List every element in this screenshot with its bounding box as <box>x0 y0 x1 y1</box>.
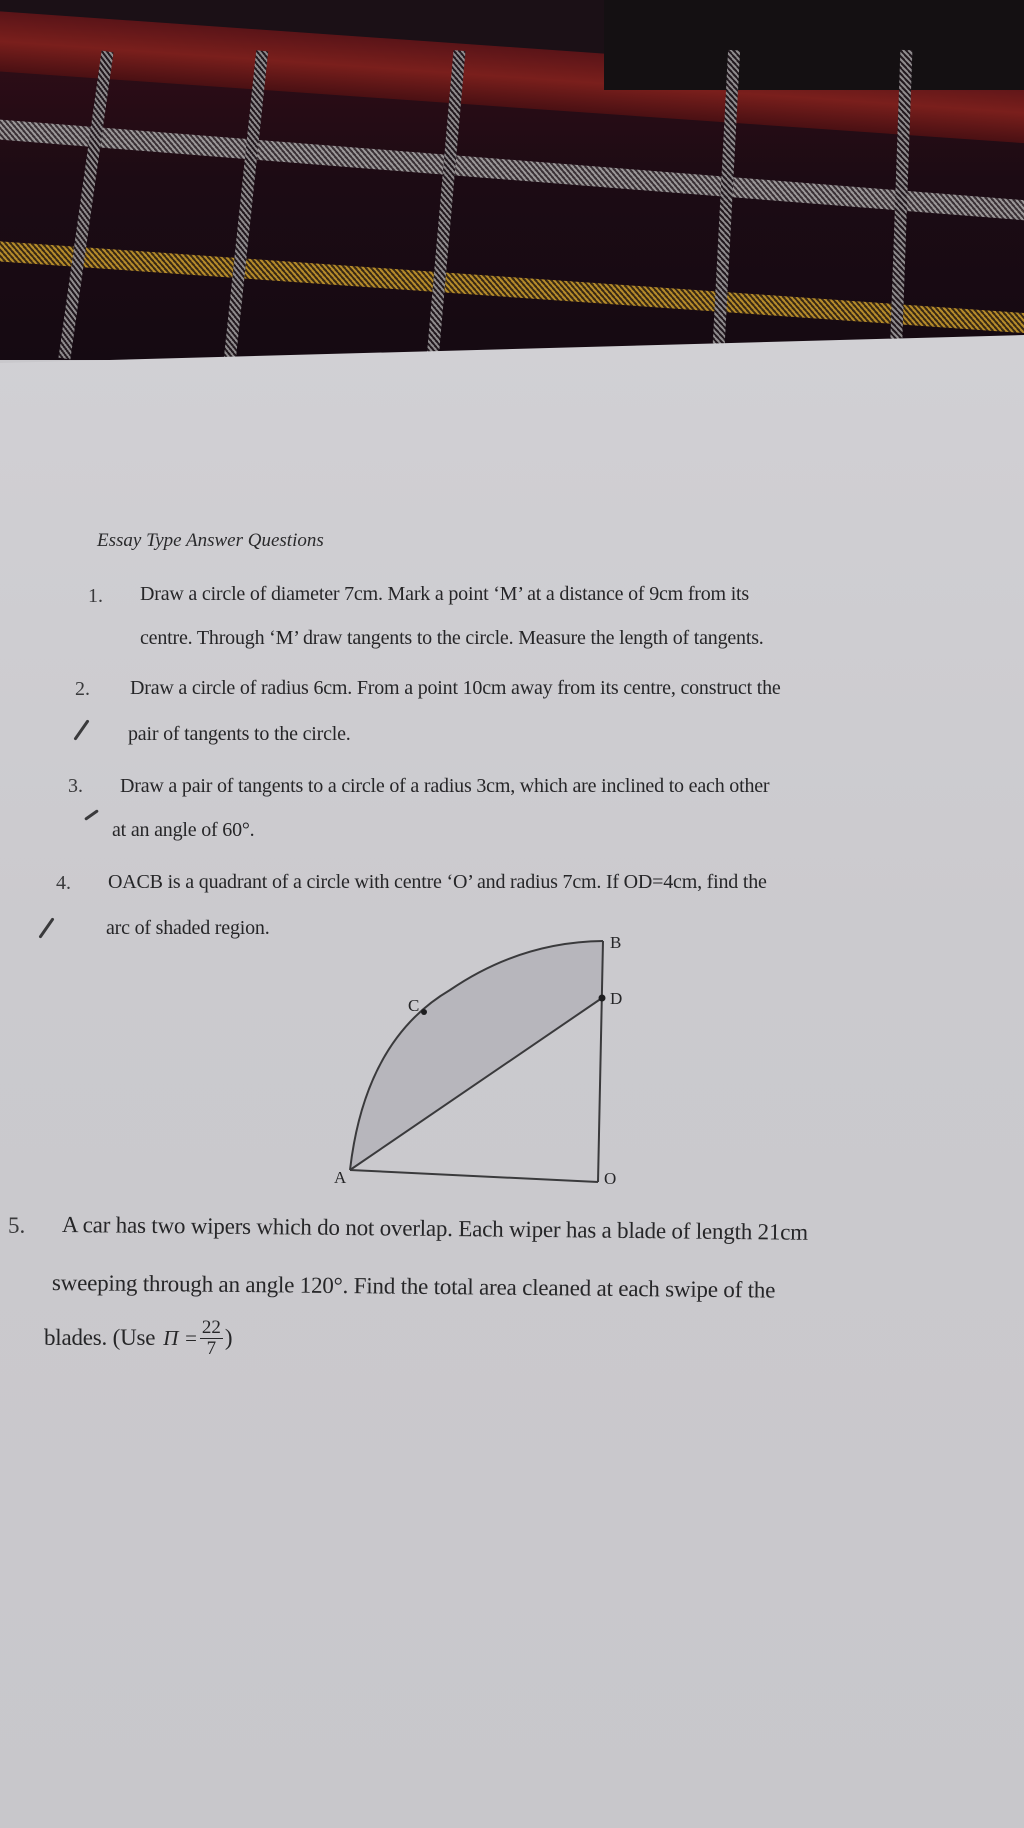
question-text-line: at an angle of 60°. <box>112 819 255 841</box>
fraction <box>200 1318 223 1359</box>
formula-line <box>44 1318 233 1359</box>
question-number: 5. <box>8 1213 26 1238</box>
question-number: 3. <box>68 775 83 797</box>
question-text-line: Draw a pair of tangents to a circle of a radius 3cm, which are inclined to each other <box>120 775 770 797</box>
label-b: B <box>610 933 622 952</box>
question-text-line: sweeping through an angle 120°. Find the total area cleaned at each swipe of the <box>51 1270 776 1303</box>
point-d <box>599 995 606 1002</box>
label-o: O <box>604 1169 617 1188</box>
label-a: A <box>334 1168 347 1187</box>
question-number: 1. <box>88 585 103 607</box>
section-heading: Essay Type Answer Questions <box>97 530 324 551</box>
question-text-line: A car has two wipers which do not overlap. Each wiper has a blade of length 21cm <box>61 1212 809 1245</box>
question-text-line: Draw a circle of diameter 7cm. Mark a point ‘M’ at a distance of 9cm from its <box>140 583 749 605</box>
label-c: C <box>408 996 420 1015</box>
point-c <box>421 1009 427 1015</box>
pi-symbol: Π = <box>163 1325 198 1350</box>
fraction-numerator: 22 <box>201 1317 221 1338</box>
background-fabric <box>0 0 1024 360</box>
question-text-line: OACB is a quadrant of a circle with centre ‘O’ and radius 7cm. If OD=4cm, find the <box>108 871 767 893</box>
radius-oa <box>350 1170 598 1182</box>
fabric-shadow <box>604 0 1024 90</box>
question-text-line: pair of tangents to the circle. <box>128 723 351 745</box>
label-d: D <box>610 989 623 1008</box>
question-text-line: arc of shaded region. <box>106 917 270 939</box>
fraction-denominator: 7 <box>206 1337 217 1359</box>
quadrant-diagram <box>320 920 660 1190</box>
question-text-line: centre. Through ‘M’ draw tangents to the circle. Measure the length of tangents. <box>140 627 764 649</box>
closing-paren: ) <box>224 1325 233 1351</box>
question-number: 4. <box>56 872 71 894</box>
question-number: 2. <box>75 678 90 700</box>
shaded-region <box>350 941 603 1170</box>
question-text-line: blades. (Use <box>44 1325 156 1351</box>
question-text-line: Draw a circle of radius 6cm. From a point 10cm away from its centre, construct the <box>130 677 781 699</box>
